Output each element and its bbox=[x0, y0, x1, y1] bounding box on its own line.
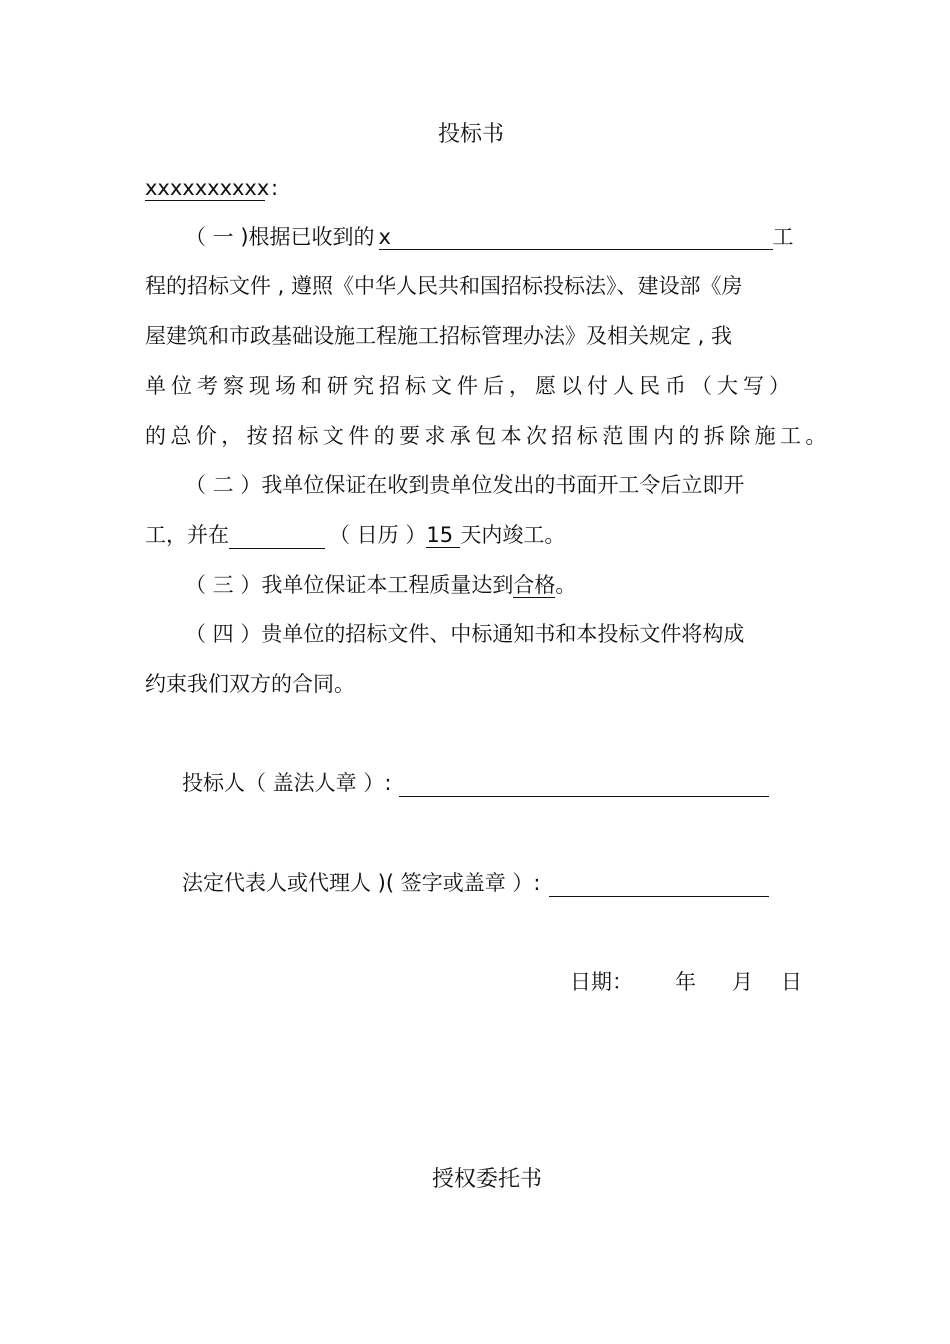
clause1-line3-text: 屋建筑和市政基础设施工程施工招标管理办法》及相关规定 , 我 bbox=[145, 324, 733, 348]
date-year: 年 bbox=[675, 970, 696, 994]
clause4-line1-text: （ 四 ）贵单位的招标文件、中标通知书和本投标文件将构成 bbox=[185, 622, 745, 646]
clause2-line1-text: （ 二 ）我单位保证在收到贵单位发出的书面开工令后立即开 bbox=[185, 473, 745, 497]
clause2-line2 bbox=[145, 521, 565, 549]
clause2-line2-suffix: 天内竣工。 bbox=[460, 523, 566, 547]
next-section-title bbox=[432, 1166, 542, 1194]
addressee-name: xxxxxxxxxx bbox=[145, 176, 270, 200]
clause2-line2-prefix: 工，并在 bbox=[145, 523, 229, 547]
clause1-line2-text: 程的招标文件 , 遵照《中华人民共和国招标投标法》、建设部《房 bbox=[145, 274, 743, 298]
clause4-line2-text: 约束我们双方的合同。 bbox=[145, 672, 355, 696]
project-name: x bbox=[378, 225, 391, 249]
next-title-text: 授权委托书 bbox=[432, 1167, 543, 1192]
document-title bbox=[438, 121, 504, 149]
bidder-seal-blank bbox=[399, 772, 769, 797]
clause1-line1 bbox=[185, 223, 794, 251]
duration-days: 15 bbox=[426, 523, 460, 548]
date-label: 日期： bbox=[570, 970, 633, 994]
bidder-signature-line bbox=[182, 769, 769, 797]
title-text: 投标书 bbox=[438, 122, 505, 147]
project-name-blank bbox=[379, 225, 773, 250]
clause1-line2 bbox=[145, 272, 743, 300]
clause3-line bbox=[185, 571, 576, 599]
date-day: 日 bbox=[781, 970, 802, 994]
clause1-suffix: 工 bbox=[772, 225, 794, 249]
date-month: 月 bbox=[732, 970, 753, 994]
date-line bbox=[570, 968, 802, 996]
clause1-line5 bbox=[145, 422, 831, 450]
representative-signature-line bbox=[182, 869, 769, 897]
clause3-suffix: 。 bbox=[555, 573, 577, 597]
clause1-line5-text: 的总价，按招标文件的要求承包本次招标范围内的拆除施工。 bbox=[145, 424, 831, 448]
clause4-line2 bbox=[145, 670, 355, 698]
clause2-line2-mid: （ 日历 ） bbox=[329, 523, 427, 547]
bidder-label: 投标人（ 盖法人章 ）: bbox=[182, 771, 392, 795]
clause2-line1 bbox=[185, 471, 744, 499]
addressee-line bbox=[145, 174, 278, 202]
representative-sign-blank bbox=[549, 872, 769, 897]
clause4-line1 bbox=[185, 620, 744, 648]
clause1-line4 bbox=[145, 372, 795, 400]
quality-level: 合格 bbox=[513, 573, 556, 597]
addressee-colon: : bbox=[271, 176, 279, 200]
representative-label: 法定代表人或代理人 )( 签字或盖章 ）: bbox=[182, 871, 541, 895]
clause1-line4-text: 单位考察现场和研究招标文件后，愿以付人民币（大写） bbox=[145, 374, 795, 398]
clause1-prefix: （ 一 )根据已收到的 bbox=[185, 225, 375, 249]
clause3-prefix: （ 三 ）我单位保证本工程质量达到 bbox=[185, 573, 514, 597]
start-date-blank bbox=[229, 524, 325, 549]
clause1-line3 bbox=[145, 322, 732, 350]
